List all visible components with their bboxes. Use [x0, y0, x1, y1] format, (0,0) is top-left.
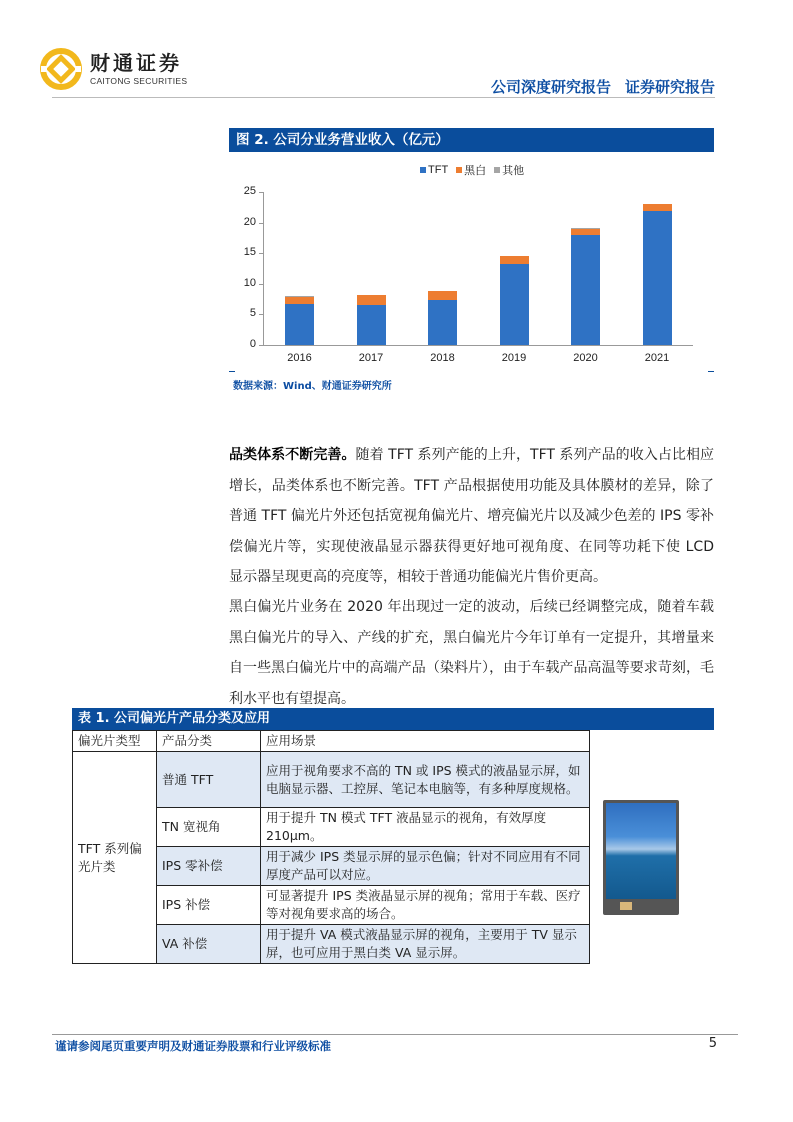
- bar-2020: [571, 228, 600, 345]
- x-tick-label: 2017: [358, 352, 384, 364]
- bar-segment-黑白: [643, 204, 672, 211]
- company-logo: [40, 48, 187, 90]
- x-tick-label: 2020: [573, 352, 598, 364]
- usage-cell: 用于提升 VA 模式液晶显示屏的视角，主要用于 TV 显示屏，也可应用于黑白类 VA 显示屏。: [261, 925, 590, 964]
- bar-2018: [428, 291, 457, 345]
- legend-label: 黑白: [464, 165, 487, 177]
- paragraph-category-system: [229, 440, 714, 593]
- y-axis: [263, 192, 264, 345]
- y-tick-mark: [259, 192, 263, 193]
- x-tick-label: 2019: [501, 352, 527, 364]
- figure-source: 数据来源：Wind、财通证券研究所: [233, 381, 392, 392]
- bar-segment-TFT: [500, 264, 529, 345]
- usage-cell: 用于提升 TN 模式 TFT 液晶显示的视角，有效厚度 210μm。: [261, 808, 590, 847]
- figure-title: 图 2. 公司分业务营业收入（亿元）: [229, 128, 714, 152]
- bar-segment-黑白: [428, 291, 457, 300]
- legend-item-tft: [420, 162, 448, 178]
- header-cell: 应用场景: [261, 731, 590, 752]
- bar-2016: [285, 296, 314, 345]
- category-cell: VA 补偿: [157, 925, 261, 964]
- page-number: 5: [708, 1036, 717, 1051]
- chart-legend: [420, 162, 524, 178]
- x-axis: [263, 345, 693, 346]
- paragraph-body: 随着 TFT 系列产能的上升，TFT 系列产品的收入占比相应增长，品类体系也不断完善。TFT 产品根据使用功能及具体膜材的差异，除了普通 TFT 偏光片外还包括宽视角偏光片、增亮偏光片以及减少色差的 IPS 零补偿偏光片等，实现使液晶显示器获得更好地可视角度、在同等功耗下使 LCD 显示器呈现更高的亮度等，相较于普通功能偏光片售价更高。: [229, 447, 714, 585]
- source-dash-left: [229, 371, 235, 372]
- lcd-connector: [620, 902, 632, 910]
- category-cell: TN 宽视角: [157, 808, 261, 847]
- source-dash-right: [708, 371, 714, 372]
- legend-swatch-tft: [420, 167, 426, 173]
- legend-label: 其他: [502, 165, 525, 177]
- bar-segment-黑白: [285, 297, 314, 304]
- report-type: 公司深度研究报告: [490, 78, 611, 96]
- bar-segment-黑白: [357, 295, 386, 304]
- legend-swatch-bw: [456, 167, 462, 173]
- lcd-panel-image: [603, 800, 679, 915]
- y-tick-mark: [259, 253, 263, 254]
- footer-disclaimer: 谨请参阅尾页重要声明及财通证券股票和行业评级标准: [55, 1039, 331, 1053]
- category-cell: 普通 TFT: [157, 752, 261, 808]
- y-tick-mark: [259, 284, 263, 285]
- stacked-bar-chart: [229, 180, 714, 370]
- report-category: 证券研究报告: [624, 78, 715, 96]
- category-cell: IPS 零补偿: [157, 847, 261, 886]
- bar-segment-TFT: [428, 300, 457, 345]
- header-cell: 产品分类: [157, 731, 261, 752]
- category-cell: IPS 补偿: [157, 886, 261, 925]
- paragraph-body: 黑白偏光片业务在 2020 年出现过一定的波动，后续已经调整完成，随着车载黑白偏光片的导入、产线的扩充，黑白偏光片今年订单有一定提升，其增量来自一些黑白偏光片中的高端产品（染料片），由于车载产品高温等要求苛刻，毛利水平也有望提高。: [229, 599, 714, 707]
- usage-cell: 应用于视角要求不高的 TN 或 IPS 模式的液晶显示屏，如电脑显示器、工控屏、笔记本电脑等，有多种厚度规格。: [261, 752, 590, 808]
- legend-item-other: [494, 162, 524, 178]
- footer-divider: [52, 1034, 738, 1035]
- bar-segment-TFT: [643, 211, 672, 345]
- usage-cell: 用于减少 IPS 类显示屏的显示色偏；针对不同应用有不同厚度产品可以对应。: [261, 847, 590, 886]
- legend-item-bw: [456, 162, 486, 178]
- paragraph-bw-business: [229, 592, 714, 714]
- bar-segment-TFT: [571, 235, 600, 345]
- bar-2017: [357, 295, 386, 345]
- legend-label: TFT: [428, 164, 449, 176]
- caitong-logo-icon: [40, 48, 82, 90]
- logo-english-name: CAITONG SECURITIES: [90, 76, 188, 86]
- y-tick-mark: [259, 345, 263, 346]
- x-tick-label: 2021: [644, 352, 670, 364]
- y-tick-label: 25: [243, 185, 256, 197]
- x-tick-label: 2016: [287, 352, 312, 364]
- table-row: [73, 752, 590, 808]
- logo-chinese-name: 财通证券: [90, 51, 182, 75]
- y-tick-mark: [259, 223, 263, 224]
- y-tick-label: 15: [243, 246, 256, 259]
- table-title: 表 1. 公司偏光片产品分类及应用: [72, 708, 714, 730]
- header-divider: [52, 97, 715, 98]
- legend-swatch-other: [494, 167, 500, 173]
- report-type-header: [491, 76, 715, 97]
- bar-segment-TFT: [285, 304, 314, 345]
- y-tick-label: 20: [243, 215, 256, 228]
- product-table: [72, 730, 590, 964]
- table-header-row: [73, 731, 590, 752]
- bar-2019: [500, 256, 529, 345]
- y-tick-label: 5: [249, 307, 256, 320]
- bar-2021: [643, 204, 672, 345]
- y-tick-label: 10: [243, 276, 256, 289]
- y-tick-mark: [259, 314, 263, 315]
- y-tick-label: 0: [249, 338, 256, 350]
- lcd-screen: [606, 803, 676, 899]
- usage-cell: 可显著提升 IPS 类液晶显示屏的视角；常用于车载、医疗等对视角要求高的场合。: [261, 886, 590, 925]
- paragraph-lead: 品类体系不断完善。: [229, 447, 356, 463]
- x-tick-label: 2018: [430, 352, 455, 364]
- bar-segment-TFT: [357, 305, 386, 345]
- bar-segment-黑白: [500, 256, 529, 264]
- group-cell: TFT 系列偏光片类: [73, 752, 157, 964]
- header-cell: 偏光片类型: [73, 731, 157, 752]
